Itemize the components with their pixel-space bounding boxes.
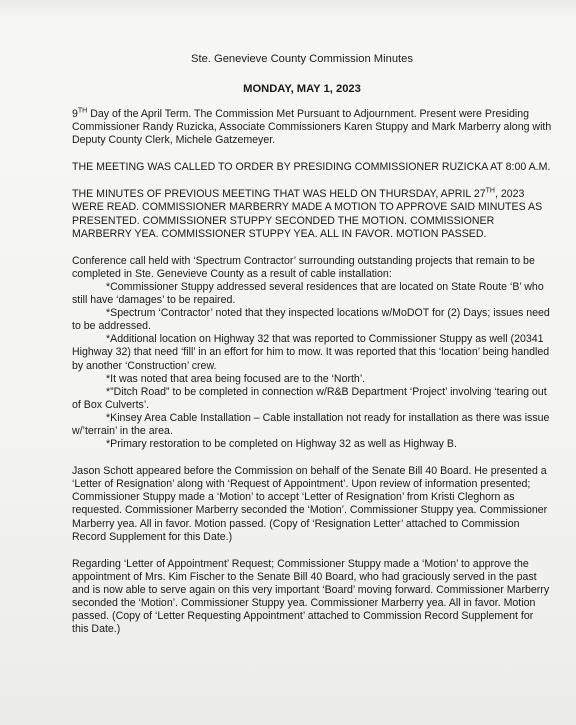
- list-item: *”Ditch Road” to be completed in connection w/R&B Department ‘Project’ involving ‘tearing out of Box Culverts’.: [72, 385, 547, 411]
- resignation-paragraph: Jason Schott appeared before the Commission on behalf of the Senate Bill 40 Board. He presented a ‘Letter of Resignation’ along with ‘Request of Appointment’. Upon review of information presented; Commissioner Stuppy made a ‘Motion’ to accept ‘Letter of Resignation’ from Kristi Cleghorn as requested. Commissioner Marberry seconded the ‘Motion’. Commissioner Stuppy yea. Commissioner Marberry yea. All in favor. Motion passed. (Copy of ‘Resignation Letter’ attached to Commission Record Supplement for this Date.): [72, 465, 548, 543]
- list-item: *Additional location on Highway 32 that was reported to Commissioner Stuppy as well (20341 Highway 32) that need ‘fill’ in an effort for him to mow. It was reported that this ‘location’ being handled by another ‘Construction’ crew.: [72, 333, 550, 372]
- appointment-paragraph: Regarding ‘Letter of Appointment’ Request; Commissioner Stuppy made a ‘Motion’ to approve the appointment of Mrs. Kim Fischer to the Senate Bill 40 Board, who had graciously served in the past and is now able to serve again on this very important ‘Board’ moving forward. Commissioner Marberry seconded the ‘Motion’. Commissioner Stuppy yea. Commissioner Marberry yea. All in favor. Motion passed. (Copy of ‘Letter Requesting Appointment’ attached to Commission Record Supplement for this Date.): [72, 557, 550, 636]
- list-item: *Spectrum ‘Contractor’ noted that they inspected locations w/MoDOT for (2) Days; issues need to be addressed.: [72, 307, 550, 333]
- attendance-text: Day of the April Term. The Commission Met Pursuant to Adjournment. Present were Presiding Commissioner Randy Ruzicka, Associate Commissioners Karen Stuppy and Mark Marberry along with Deputy County Clerk, Michele Gatzemeyer.: [72, 108, 552, 147]
- minutes-approval-text: , 2023 WERE READ. COMMISSIONER MARBERRY MADE A MOTION TO APPROVE SAID MINUTES AS PRESENTED. COMMISSIONER STUPPY SECONDED THE MOTION. COMMISSIONER MARBERRY YEA. COMMISSIONER STUPPY YEA. ALL IN FAVOR. MOTION PASSED.: [72, 188, 543, 240]
- term-day-number: 9: [72, 108, 78, 120]
- attendance-paragraph: [72, 108, 552, 147]
- call-to-order-paragraph: THE MEETING WAS CALLED TO ORDER BY PRESIDING COMMISSIONER RUZICKA AT 8:00 A.M.: [72, 161, 551, 174]
- list-item: *Primary restoration to be completed on Highway 32 as well as Highway B.: [106, 438, 457, 451]
- minutes-approval-paragraph: [72, 188, 552, 240]
- page-shadow: [0, 0, 576, 18]
- meeting-date: MONDAY, MAY 1, 2023: [243, 83, 361, 95]
- conference-call-paragraph: Conference call held with ‘Spectrum Contractor’ surrounding outstanding projects that remain to be completed in Ste. Genevieve County as a result of cable installation:: [72, 254, 535, 280]
- ordinal-suffix: TH: [77, 107, 88, 115]
- ordinal-suffix: TH: [485, 187, 495, 195]
- list-item: *It was noted that area being focused are to the ‘North’.: [106, 372, 366, 385]
- list-item: *Kinsey Area Cable Installation – Cable installation not ready for installation as there was issue w/’terrain’ in the area.: [72, 411, 550, 437]
- minutes-approval-lead: THE MINUTES OF PREVIOUS MEETING THAT WAS HELD ON THURSDAY, APRIL 27: [72, 188, 486, 201]
- document-title: Ste. Genevieve County Commission Minutes: [191, 53, 413, 65]
- list-item: *Commissioner Stuppy addressed several residences that are located on State Route ‘B’ who still have ‘damages’ to be repaired.: [72, 280, 544, 307]
